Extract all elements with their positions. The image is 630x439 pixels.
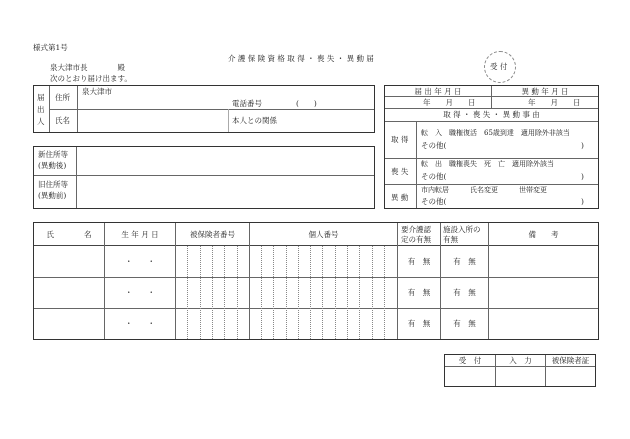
stamp-label: 受 付 [490,62,508,71]
birth-date-field[interactable]: ・ ・ [125,319,155,328]
person-name-field[interactable] [34,309,104,339]
header-care-cert-1: 要介護認 [401,225,431,234]
person-name-field[interactable] [34,246,104,276]
form-title: 介 護 保 険 資 格 取 得 ・ 喪 失 ・ 異 動 届 [228,54,374,63]
reception-stamp-circle [484,51,516,83]
relation-label: 本人との関係 [232,116,277,125]
office-insurance-card-header: 被保険者証 [551,356,590,365]
change-date-label: 異 動 年 月 日 [521,87,569,96]
loss-label: 喪 失 [391,167,409,176]
remarks-field[interactable] [489,309,598,339]
care-cert-choice[interactable]: 有 無 [407,319,431,328]
old-address-label-2: (異動前) [38,191,67,200]
change-other-close: ) [581,197,584,206]
intro-text: 次のとおり届け出ます。 [50,74,132,83]
acquisition-label: 取 得 [391,135,409,144]
header-remarks: 備 考 [528,230,559,239]
phone-field[interactable]: ( ) [296,99,317,108]
header-personal-number: 個人番号 [308,230,339,239]
header-care-cert-2: 定の有無 [401,235,431,244]
header-insured-number: 被保険者番号 [190,230,235,239]
form-number: 様式第1号 [33,43,68,52]
care-cert-choice[interactable]: 有 無 [407,288,431,297]
old-address-field[interactable] [77,176,373,207]
acquisition-options[interactable]: 転 入 職権復活 65歳到達 適用除外非該当 [421,129,570,137]
change-other[interactable]: その他( [421,197,447,206]
phone-label: 電話番号 [232,99,262,108]
acquisition-other[interactable]: その他( [421,141,447,150]
relation-field[interactable] [290,110,373,131]
remarks-field[interactable] [489,278,598,307]
loss-options[interactable]: 転 出 職権喪失 死 亡 適用除外該当 [421,160,554,168]
address-label: 住所 [55,93,70,102]
applicant-label-1: 届 [37,93,45,102]
addressee: 泉大津市長 殿 [50,63,125,72]
remarks-field[interactable] [489,246,598,276]
header-facility-1: 施設入所の [443,225,481,234]
office-reception-header: 受 付 [458,356,482,365]
header-facility-2: 有無 [443,235,458,244]
change-options[interactable]: 市内転居 氏名変更 世帯変更 [421,186,547,194]
change-date-field[interactable]: 年 月 日 [528,98,581,107]
birth-date-field[interactable]: ・ ・ [125,257,155,266]
facility-choice[interactable]: 有 無 [453,288,476,297]
header-birth-date: 生 年 月 日 [121,230,159,239]
new-address-label-1: 新住所等 [38,150,68,159]
applicant-label-3: 人 [37,117,45,126]
facility-choice[interactable]: 有 無 [453,319,476,328]
care-cert-choice[interactable]: 有 無 [407,257,431,266]
old-address-label-1: 旧住所等 [38,180,68,189]
filing-date-label: 届 出 年 月 日 [414,87,462,96]
office-input-header: 入 力 [509,356,532,365]
change-label: 異 動 [391,193,409,202]
acquisition-other-close: ) [581,141,584,150]
filing-date-field[interactable]: 年 月 日 [423,98,476,107]
header-name: 氏 名 [46,230,92,239]
new-address-label-2: (異動後) [38,161,67,170]
address-field[interactable]: 泉大津市 [82,87,112,96]
applicant-label-2: 出 [37,105,45,114]
loss-other[interactable]: その他( [421,172,447,181]
applicant-name-field[interactable] [78,110,227,131]
new-address-field[interactable] [77,147,373,174]
loss-other-close: ) [581,172,584,181]
facility-choice[interactable]: 有 無 [453,257,476,266]
name-label: 氏名 [55,116,70,125]
person-name-field[interactable] [34,278,104,307]
birth-date-field[interactable]: ・ ・ [125,288,155,297]
reasons-heading: 取 得 ・ 喪 失 ・ 異 動 事 由 [443,110,540,119]
